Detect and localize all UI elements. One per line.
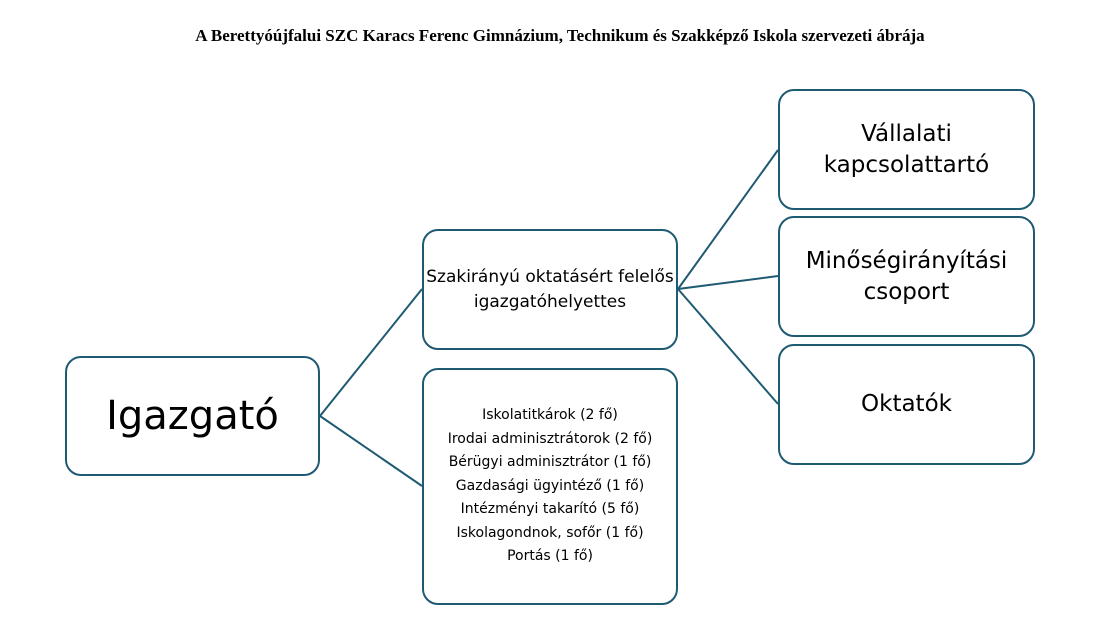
staff-item: Bérügyi adminisztrátor (1 fő) [448, 454, 652, 471]
staff-item: Iskolatitkárok (2 fő) [482, 407, 618, 424]
node-quality-group-label: Minőségirányítási csoport [805, 247, 1008, 305]
connector-deputy-corporate [678, 150, 778, 289]
node-principal [65, 356, 320, 476]
connector-deputy-quality [678, 276, 778, 289]
node-instructors-label: Oktatók [861, 391, 952, 417]
staff-item: Irodai adminisztrátorok (2 fő) [447, 430, 653, 447]
diagram-title: A Berettyóújfalui SZC Karacs Ferenc Gimnázium, Technikum és Szakképző Iskola szervezeti ábrája [195, 26, 925, 45]
node-corporate-contact-label: Vállalati kapcsolattartó [823, 120, 990, 178]
connector-deputy-instructors [678, 289, 778, 404]
node-administrative-staff [422, 368, 678, 605]
staff-item: Gazdasági ügyintéző (1 fő) [455, 477, 645, 494]
staff-item: Portás (1 fő) [507, 548, 593, 565]
node-deputy-principal [422, 229, 678, 350]
node-deputy-principal-label: Szakirányú oktatásért felelős igazgatóhelyettes [426, 266, 674, 312]
node-quality-group [778, 216, 1035, 337]
node-corporate-contact [778, 89, 1035, 210]
staff-item: Iskolagondnok, sofőr (1 fő) [456, 524, 644, 541]
connector-root-staff [320, 416, 422, 486]
staff-item: Intézményi takarító (5 fő) [460, 501, 640, 518]
node-instructors [778, 344, 1035, 465]
connector-root-deputy [320, 289, 422, 416]
node-principal-label: Igazgató [106, 393, 279, 439]
